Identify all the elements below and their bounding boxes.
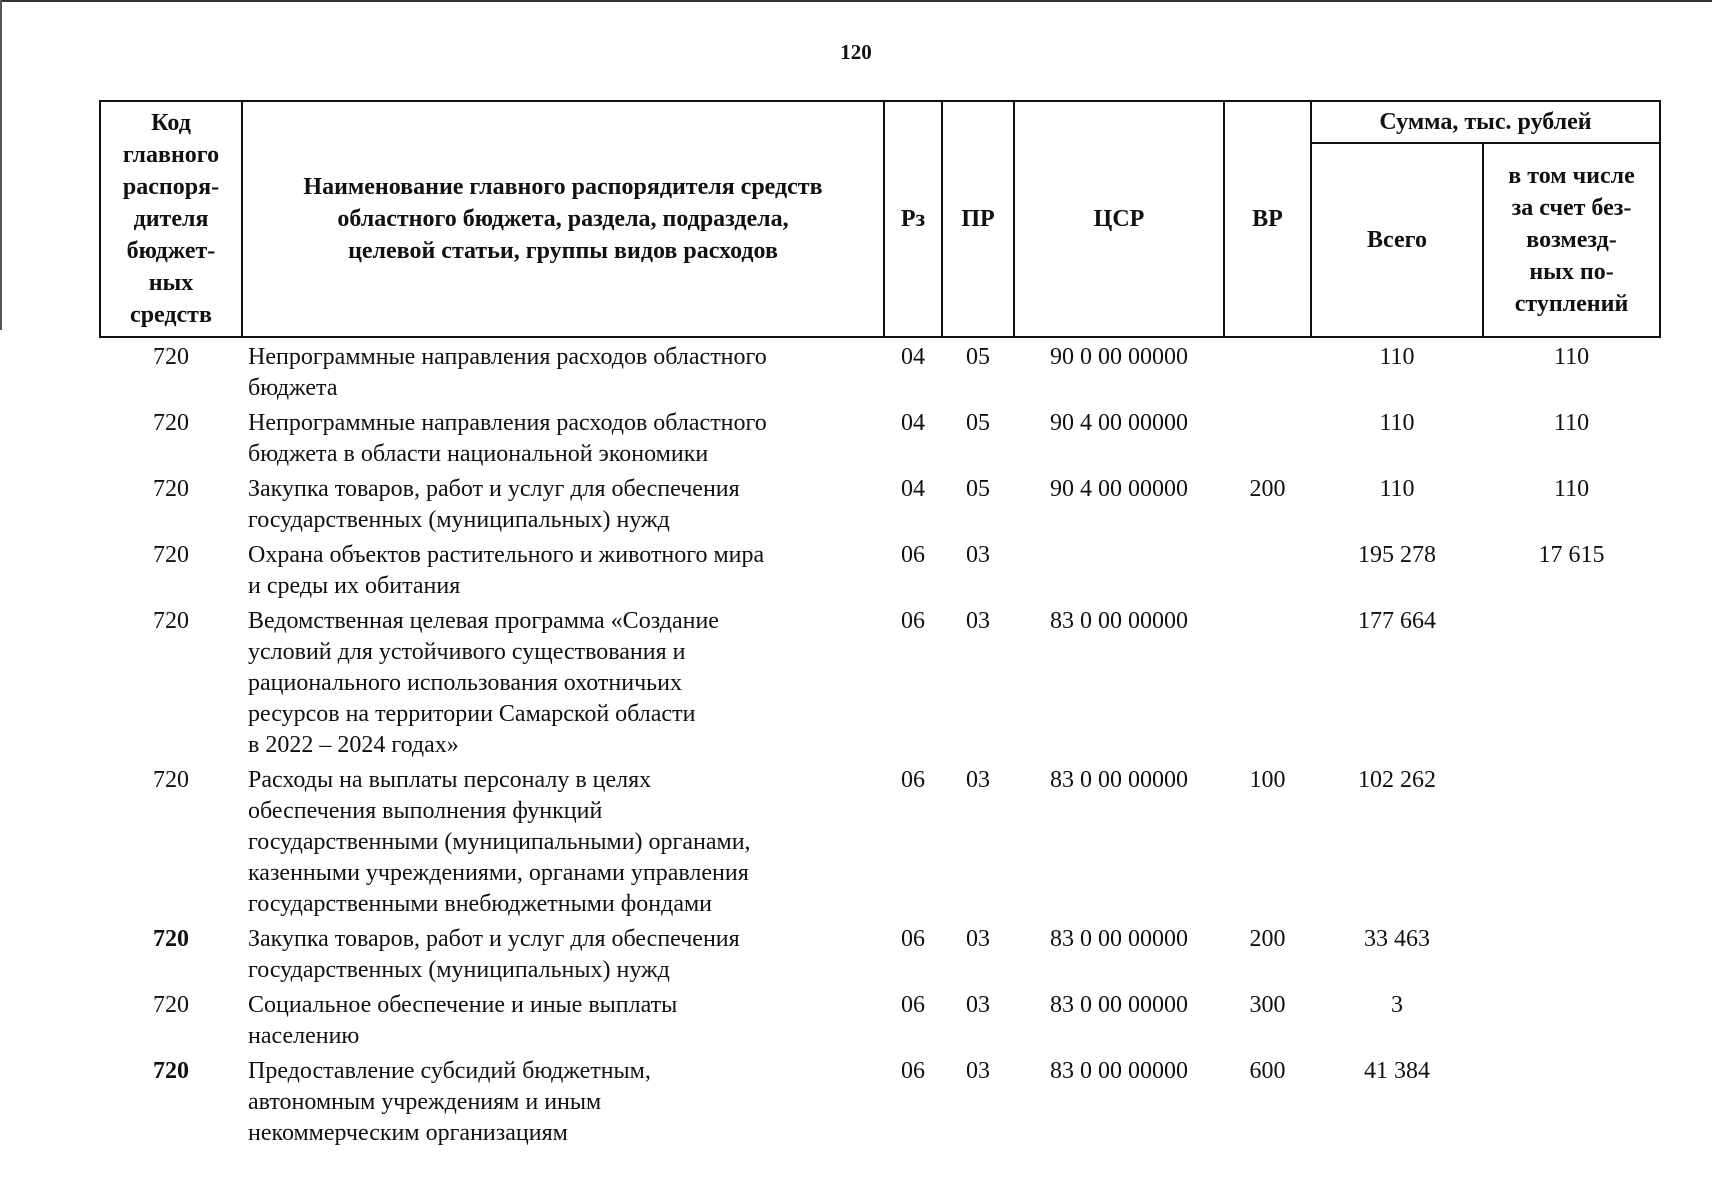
cell-name	[242, 920, 884, 986]
header-code-line: бюджет-	[126, 238, 216, 264]
cell-total: 110	[1379, 476, 1415, 502]
header-code	[100, 101, 242, 337]
cell-name-line: и среды их обитания	[248, 573, 461, 599]
cell-name-line: государственных (муниципальных) нужд	[248, 507, 670, 533]
cell-name-line: некоммерческим организациям	[248, 1120, 568, 1146]
cell-name-line: Расходы на выплаты персоналу в целях	[248, 767, 652, 793]
table-row	[100, 337, 1660, 404]
header-code-line: главного	[122, 142, 220, 168]
cell-csr: 90 4 00 00000	[1050, 410, 1188, 436]
header-code-line: ных	[148, 270, 194, 296]
header-total: Всего	[1311, 143, 1483, 337]
cell-name-line: ресурсов на территории Самарской области	[248, 701, 696, 727]
cell-name	[242, 761, 884, 920]
header-free-line: ступлений	[1514, 291, 1629, 317]
cell-vr: 200	[1249, 926, 1286, 952]
cell-code: 720	[153, 476, 189, 502]
cell-total: 177 664	[1358, 608, 1436, 634]
cell-vr: 600	[1249, 1058, 1286, 1084]
cell-name-line: государственных (муниципальных) нужд	[248, 957, 670, 983]
cell-csr	[1014, 536, 1224, 602]
cell-rz: 04	[901, 410, 925, 436]
cell-code: 720	[153, 926, 189, 952]
cell-total: 195 278	[1358, 542, 1436, 568]
cell-vr: 300	[1249, 992, 1286, 1018]
cell-code: 720	[153, 608, 189, 634]
cell-pr: 03	[966, 608, 990, 634]
cell-name-line: бюджета	[248, 375, 338, 401]
cell-name-line: Закупка товаров, работ и услуг для обеспечения	[248, 926, 740, 952]
cell-name-line: Ведомственная целевая программа «Создание	[248, 608, 719, 634]
cell-rz: 04	[901, 476, 925, 502]
header-free-line: ных по-	[1529, 259, 1614, 285]
budget-table	[99, 100, 1661, 1149]
cell-name-line: Закупка товаров, работ и услуг для обеспечения	[248, 476, 740, 502]
table-row	[100, 536, 1660, 602]
cell-name	[242, 404, 884, 470]
cell-pr: 03	[966, 767, 990, 793]
cell-name-line: обеспечения выполнения функций	[248, 798, 603, 824]
table-header	[100, 101, 1660, 337]
header-free	[1483, 143, 1660, 337]
cell-total: 110	[1379, 344, 1415, 370]
header-sum-group: Сумма, тыс. рублей	[1311, 101, 1660, 143]
cell-name	[242, 470, 884, 536]
cell-code: 720	[153, 410, 189, 436]
header-csr: ЦСР	[1014, 101, 1224, 337]
cell-free: 110	[1553, 476, 1590, 502]
table-row	[100, 761, 1660, 920]
cell-csr: 83 0 00 00000	[1050, 992, 1188, 1018]
cell-free: 17 615	[1538, 542, 1605, 568]
cell-name-line: Предоставление субсидий бюджетным,	[248, 1058, 651, 1084]
cell-name-line: казенными учреждениями, органами управления	[248, 860, 749, 886]
header-code-line: дителя	[133, 206, 209, 232]
cell-vr: 100	[1249, 767, 1286, 793]
cell-vr	[1224, 536, 1311, 602]
cell-vr	[1224, 602, 1311, 761]
header-name-line: Наименование главного распорядителя средств	[303, 174, 823, 200]
cell-code: 720	[153, 542, 189, 568]
header-code-line: распоря-	[122, 174, 220, 200]
header-pr: ПР	[942, 101, 1014, 337]
page-number: 120	[840, 40, 872, 64]
scan-top-border	[0, 0, 1712, 2]
cell-name	[242, 986, 884, 1052]
cell-rz: 06	[901, 992, 925, 1018]
cell-code: 720	[153, 992, 189, 1018]
header-free-line: возмезд-	[1526, 227, 1617, 253]
cell-pr: 03	[966, 992, 990, 1018]
cell-name-line: населению	[248, 1023, 360, 1049]
cell-rz: 06	[901, 608, 925, 634]
cell-pr: 03	[966, 926, 990, 952]
cell-csr: 83 0 00 00000	[1050, 1058, 1188, 1084]
header-code-line: Код	[151, 110, 191, 136]
cell-rz: 06	[901, 542, 925, 568]
header-code-line: средств	[130, 302, 212, 328]
header-name	[242, 101, 884, 337]
cell-rz: 06	[901, 767, 925, 793]
cell-name-line: Социальное обеспечение и иные выплаты	[248, 992, 678, 1018]
header-name-line: целевой статьи, группы видов расходов	[348, 238, 778, 264]
table-row	[100, 920, 1660, 986]
cell-csr: 83 0 00 00000	[1050, 926, 1188, 952]
header-free-line: за счет без-	[1511, 195, 1632, 221]
cell-name-line: государственными внебюджетными фондами	[248, 891, 713, 917]
cell-free	[1483, 761, 1660, 920]
cell-name-line: условий для устойчивого существования и	[248, 639, 686, 665]
cell-code: 720	[153, 767, 189, 793]
cell-free: 110	[1553, 344, 1590, 370]
cell-csr: 90 0 00 00000	[1050, 344, 1188, 370]
cell-free	[1483, 920, 1660, 986]
cell-name-line: бюджета в области национальной экономики	[248, 441, 709, 467]
cell-total: 41 384	[1364, 1058, 1430, 1084]
cell-name	[242, 536, 884, 602]
cell-vr	[1224, 404, 1311, 470]
table-row	[100, 602, 1660, 761]
cell-vr	[1224, 337, 1311, 404]
table-row	[100, 470, 1660, 536]
cell-rz: 06	[901, 1058, 925, 1084]
cell-pr: 03	[966, 542, 990, 568]
cell-csr: 90 4 00 00000	[1050, 476, 1188, 502]
cell-name-line: в 2022 – 2024 годах»	[248, 732, 459, 758]
table-row	[100, 1052, 1660, 1149]
cell-vr: 200	[1249, 476, 1286, 502]
cell-csr: 83 0 00 00000	[1050, 767, 1188, 793]
cell-total: 102 262	[1358, 767, 1436, 793]
cell-total: 33 463	[1364, 926, 1430, 952]
table-row	[100, 404, 1660, 470]
cell-pr: 05	[966, 410, 990, 436]
cell-name-line: Охрана объектов растительного и животного мира	[248, 542, 765, 568]
header-name-line: областного бюджета, раздела, подраздела,	[337, 206, 789, 232]
header-rz: Рз	[884, 101, 942, 337]
table-body	[100, 337, 1660, 1149]
cell-free	[1483, 986, 1660, 1052]
cell-code: 720	[153, 1058, 189, 1084]
cell-code: 720	[153, 344, 189, 370]
cell-total: 3	[1391, 992, 1403, 1018]
cell-pr: 05	[966, 344, 990, 370]
cell-free	[1483, 1052, 1660, 1149]
cell-name-line: Непрограммные направления расходов областного	[248, 344, 767, 370]
table-row	[100, 986, 1660, 1052]
header-free-line: в том числе	[1508, 163, 1635, 189]
cell-pr: 03	[966, 1058, 990, 1084]
cell-csr: 83 0 00 00000	[1050, 608, 1188, 634]
cell-name-line: государственными (муниципальными) органами,	[248, 829, 751, 855]
cell-rz: 06	[901, 926, 925, 952]
cell-total: 110	[1379, 410, 1415, 436]
cell-name-line: рационального использования охотничьих	[248, 670, 682, 696]
cell-name	[242, 1052, 884, 1149]
header-vr: ВР	[1224, 101, 1311, 337]
cell-name-line: автономным учреждениям и иным	[248, 1089, 602, 1115]
cell-free: 110	[1553, 410, 1590, 436]
cell-rz: 04	[901, 344, 925, 370]
cell-name-line: Непрограммные направления расходов областного	[248, 410, 767, 436]
cell-pr: 05	[966, 476, 990, 502]
cell-name	[242, 337, 884, 404]
cell-name	[242, 602, 884, 761]
cell-free	[1483, 602, 1660, 761]
